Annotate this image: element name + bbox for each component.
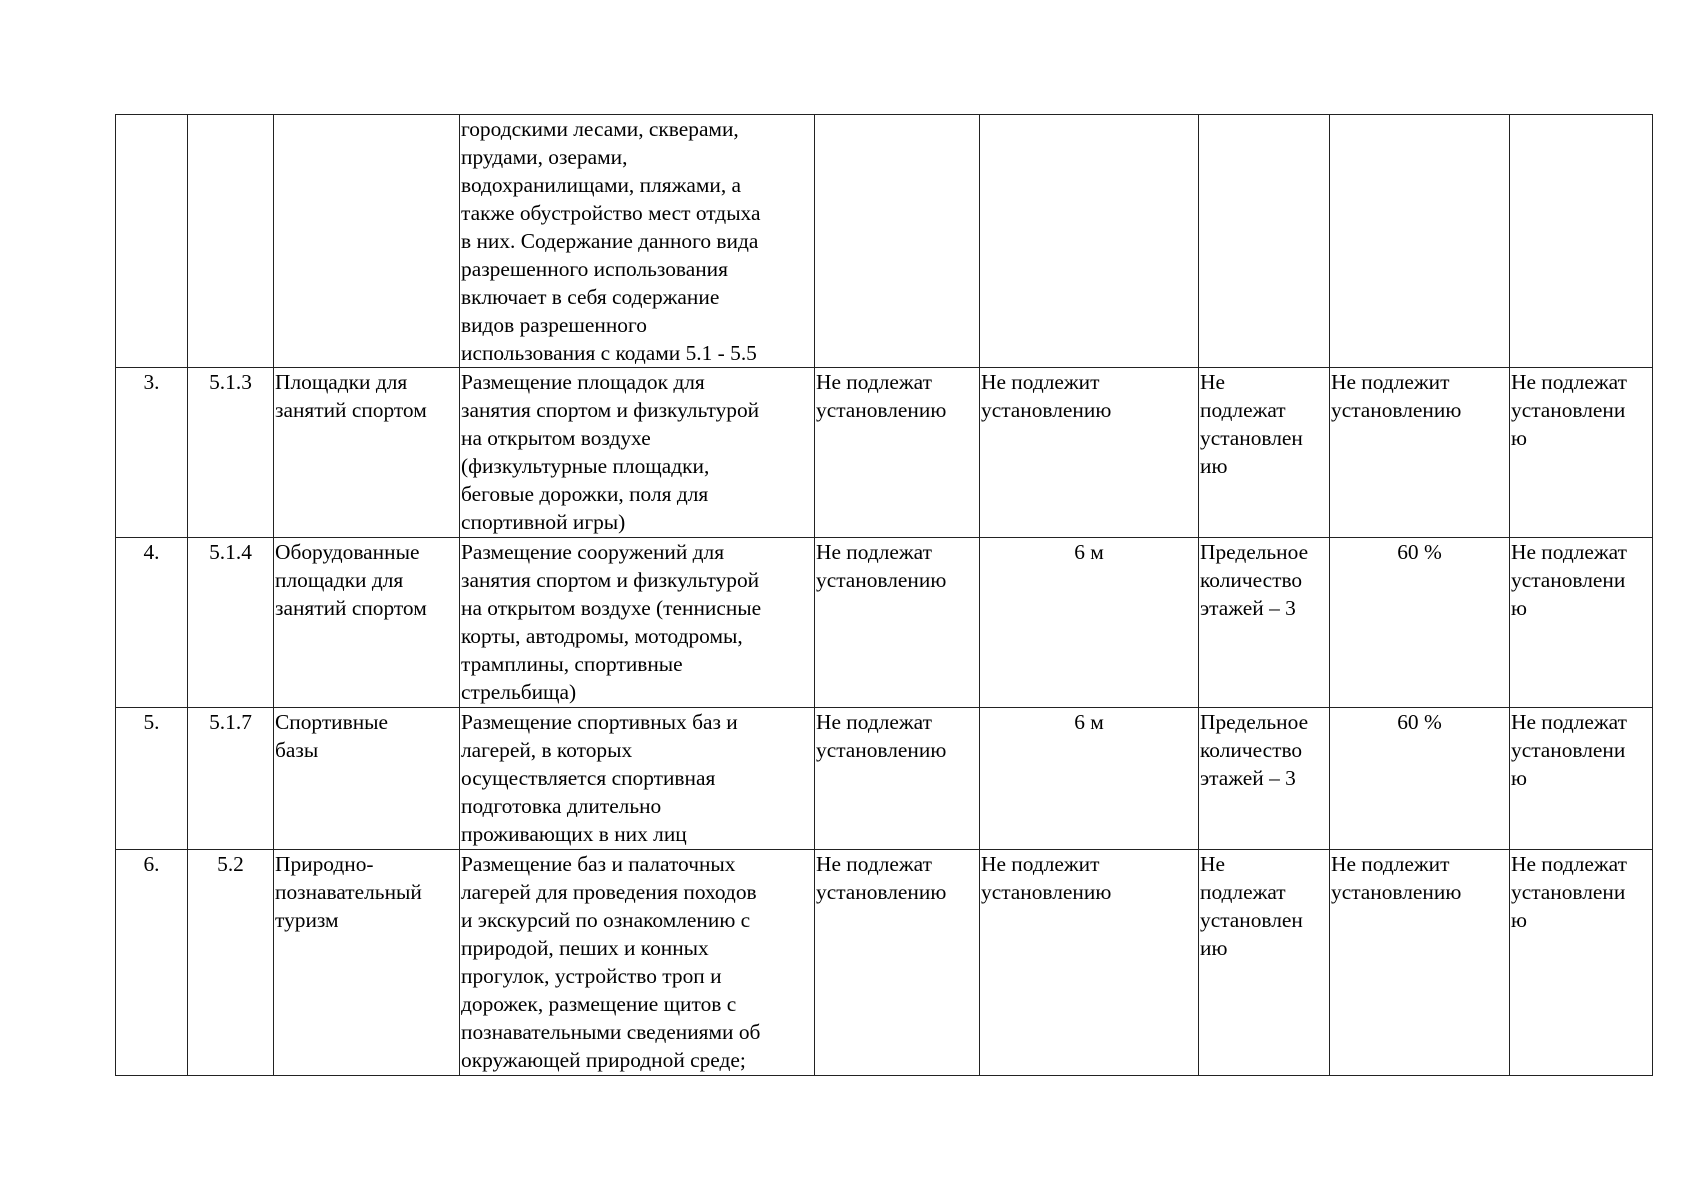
land-use-regulations-table (115, 114, 1653, 1076)
use-code-cell: 5.1.4 (188, 538, 274, 708)
table-row (116, 115, 1653, 368)
other-params-cell: Не подлежат установлени ю (1510, 368, 1653, 538)
plot-size-cell: Не подлежат установлению (815, 708, 980, 850)
use-description-cell: городскими лесами, скверами, прудами, озерами, водохранилищами, пляжами, а также обустройство мест отдыха в них. Содержание данного вида разрешенного использования включает в себя содержание видов разрешенного использования с кодами 5.1 - 5.5 (460, 115, 815, 368)
other-params-cell: Не подлежат установлени ю (1510, 708, 1653, 850)
plot-size-cell: Не подлежат установлению (815, 538, 980, 708)
use-name-cell: Оборудованные площадки для занятий спортом (274, 538, 460, 708)
use-code-cell: 5.1.3 (188, 368, 274, 538)
setback-cell: Не подлежит установлению (980, 850, 1199, 1076)
use-name-cell (274, 115, 460, 368)
table-row (116, 708, 1653, 850)
setback-cell: 6 м (980, 708, 1199, 850)
use-code-cell: 5.2 (188, 850, 274, 1076)
use-code-cell (188, 115, 274, 368)
floors-cell: Предельное количество этажей – 3 (1199, 708, 1330, 850)
plot-size-cell: Не подлежат установлению (815, 850, 980, 1076)
use-description-cell: Размещение спортивных баз и лагерей, в которых осуществляется спортивная подготовка длительно проживающих в них лиц (460, 708, 815, 850)
table-row (116, 850, 1653, 1076)
row-number-cell: 4. (116, 538, 188, 708)
table-row (116, 538, 1653, 708)
other-params-cell (1510, 115, 1653, 368)
plot-size-cell (815, 115, 980, 368)
table-row (116, 368, 1653, 538)
row-number-cell: 5. (116, 708, 188, 850)
use-name-cell: Спортивные базы (274, 708, 460, 850)
floors-cell: Не подлежат установлен ию (1199, 850, 1330, 1076)
other-params-cell: Не подлежат установлени ю (1510, 850, 1653, 1076)
other-params-cell: Не подлежат установлени ю (1510, 538, 1653, 708)
floors-cell (1199, 115, 1330, 368)
coverage-cell: 60 % (1330, 708, 1510, 850)
setback-cell: 6 м (980, 538, 1199, 708)
setback-cell: Не подлежит установлению (980, 368, 1199, 538)
use-code-cell: 5.1.7 (188, 708, 274, 850)
row-number-cell: 6. (116, 850, 188, 1076)
use-description-cell: Размещение баз и палаточных лагерей для проведения походов и экскурсий по ознакомлению с природой, пеших и конных прогулок, устройство троп и дорожек, размещение щитов с познавательными сведениями об окружающей природной среде; (460, 850, 815, 1076)
floors-cell: Не подлежат установлен ию (1199, 368, 1330, 538)
setback-cell (980, 115, 1199, 368)
use-name-cell: Природно- познавательный туризм (274, 850, 460, 1076)
use-name-cell: Площадки для занятий спортом (274, 368, 460, 538)
plot-size-cell: Не подлежат установлению (815, 368, 980, 538)
use-description-cell: Размещение площадок для занятия спортом и физкультурой на открытом воздухе (физкультурные площадки, беговые дорожки, поля для спортивной игры) (460, 368, 815, 538)
row-number-cell (116, 115, 188, 368)
coverage-cell: Не подлежит установлению (1330, 368, 1510, 538)
coverage-cell: 60 % (1330, 538, 1510, 708)
use-description-cell: Размещение сооружений для занятия спортом и физкультурой на открытом воздухе (теннисные корты, автодромы, мотодромы, трамплины, спортивные стрельбища) (460, 538, 815, 708)
coverage-cell (1330, 115, 1510, 368)
floors-cell: Предельное количество этажей – 3 (1199, 538, 1330, 708)
coverage-cell: Не подлежит установлению (1330, 850, 1510, 1076)
row-number-cell: 3. (116, 368, 188, 538)
